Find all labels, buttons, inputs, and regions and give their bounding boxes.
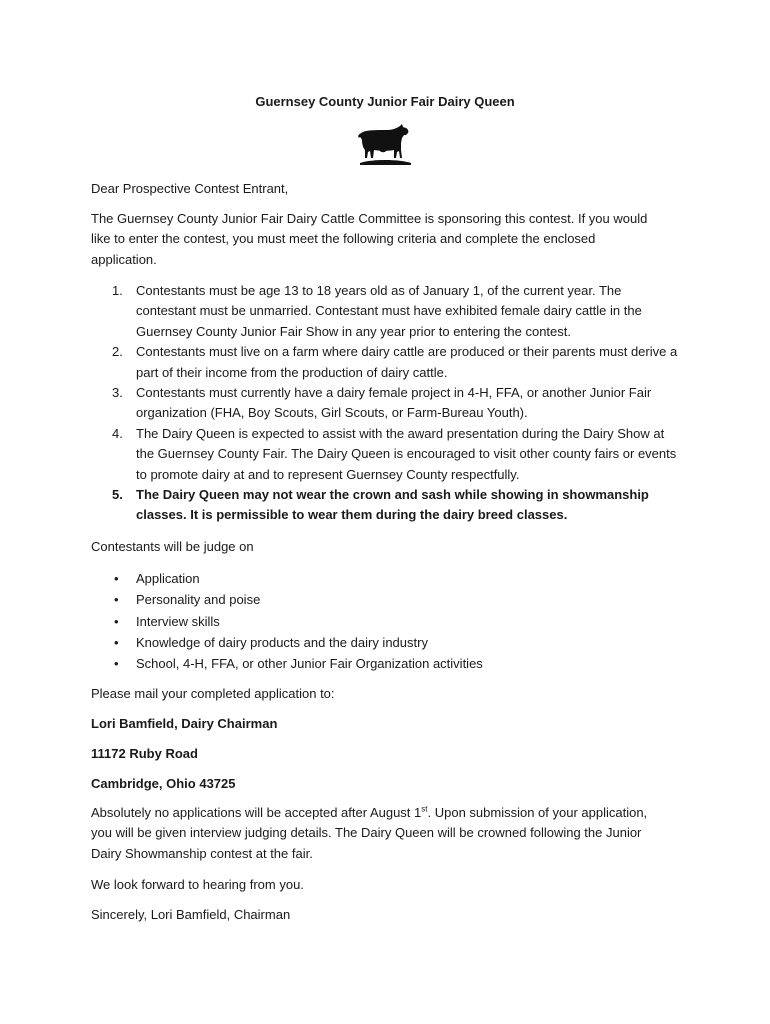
judging-item: • Knowledge of dairy products and the dairy industry <box>136 632 671 653</box>
criteria-list <box>91 281 681 526</box>
judging-item: • Application <box>136 568 671 589</box>
address-name: Lori Bamfield, Dairy Chairman <box>91 716 278 731</box>
address-street: 11172 Ruby Road <box>91 746 198 761</box>
intro-paragraph: The Guernsey County Junior Fair Dairy Cattle Committee is sponsoring this contest. If you would like to enter the contest, you must meet the following criteria and complete the enclosed application. <box>91 211 648 267</box>
criteria-item: Contestants must live on a farm where dairy cattle are produced or their parents must derive a part of their income from the production of dairy cattle. <box>136 344 678 380</box>
document-title: Guernsey County Junior Fair Dairy Queen <box>255 94 515 109</box>
judging-list <box>91 568 671 674</box>
criteria-item: The Dairy Queen is expected to assist with the award presentation during the Dairy Show at the Guernsey County Fair. The Dairy Queen is encouraged to visit other county fairs or events to promote dairy at and to represent Guernsey County respectfully. <box>136 425 677 482</box>
greeting: Dear Prospective Contest Entrant, <box>91 181 289 196</box>
criteria-item: Contestants must currently have a dairy female project in 4-H, FFA, or another Junior Fair organization (FHA, Boy Scouts, Girl Scouts, or Farm-Bureau Youth). <box>136 385 652 421</box>
deadline-superscript: st <box>421 804 428 814</box>
address-city: Cambridge, Ohio 43725 <box>91 776 236 791</box>
judging-item: • Interview skills <box>136 611 671 632</box>
criteria-item: The Dairy Queen may not wear the crown and sash while showing in showmanship classes. It is permissible to wear them during the dairy breed classes. <box>136 487 649 523</box>
closing-line: We look forward to hearing from you. <box>91 877 304 892</box>
signature-line: Sincerely, Lori Bamfield, Chairman <box>91 907 291 922</box>
mail-instructions: Please mail your completed application to: <box>91 686 335 701</box>
judging-item: • Personality and poise <box>136 589 671 610</box>
judging-item: • School, 4-H, FFA, or other Junior Fair Organization activities <box>136 653 671 674</box>
deadline-paragraph <box>91 803 651 864</box>
deadline-text-start: Absolutely no applications will be accepted after August 1 <box>91 805 422 820</box>
deadline-text-end: . Upon submission of your application, you will be given interview judging details. The Dairy Queen will be crowned following the Junior Dairy Showmanship contest at the fair. <box>91 805 648 861</box>
cow-silhouette-icon <box>357 122 413 168</box>
judging-intro: Contestants will be judge on <box>91 539 254 554</box>
criteria-item: Contestants must be age 13 to 18 years old as of January 1, of the current year. The contestant must be unmarried. Contestant must have exhibited female dairy cattle in the Guernsey County Junior Fair Show in any year prior to entering the contest. <box>136 283 642 339</box>
